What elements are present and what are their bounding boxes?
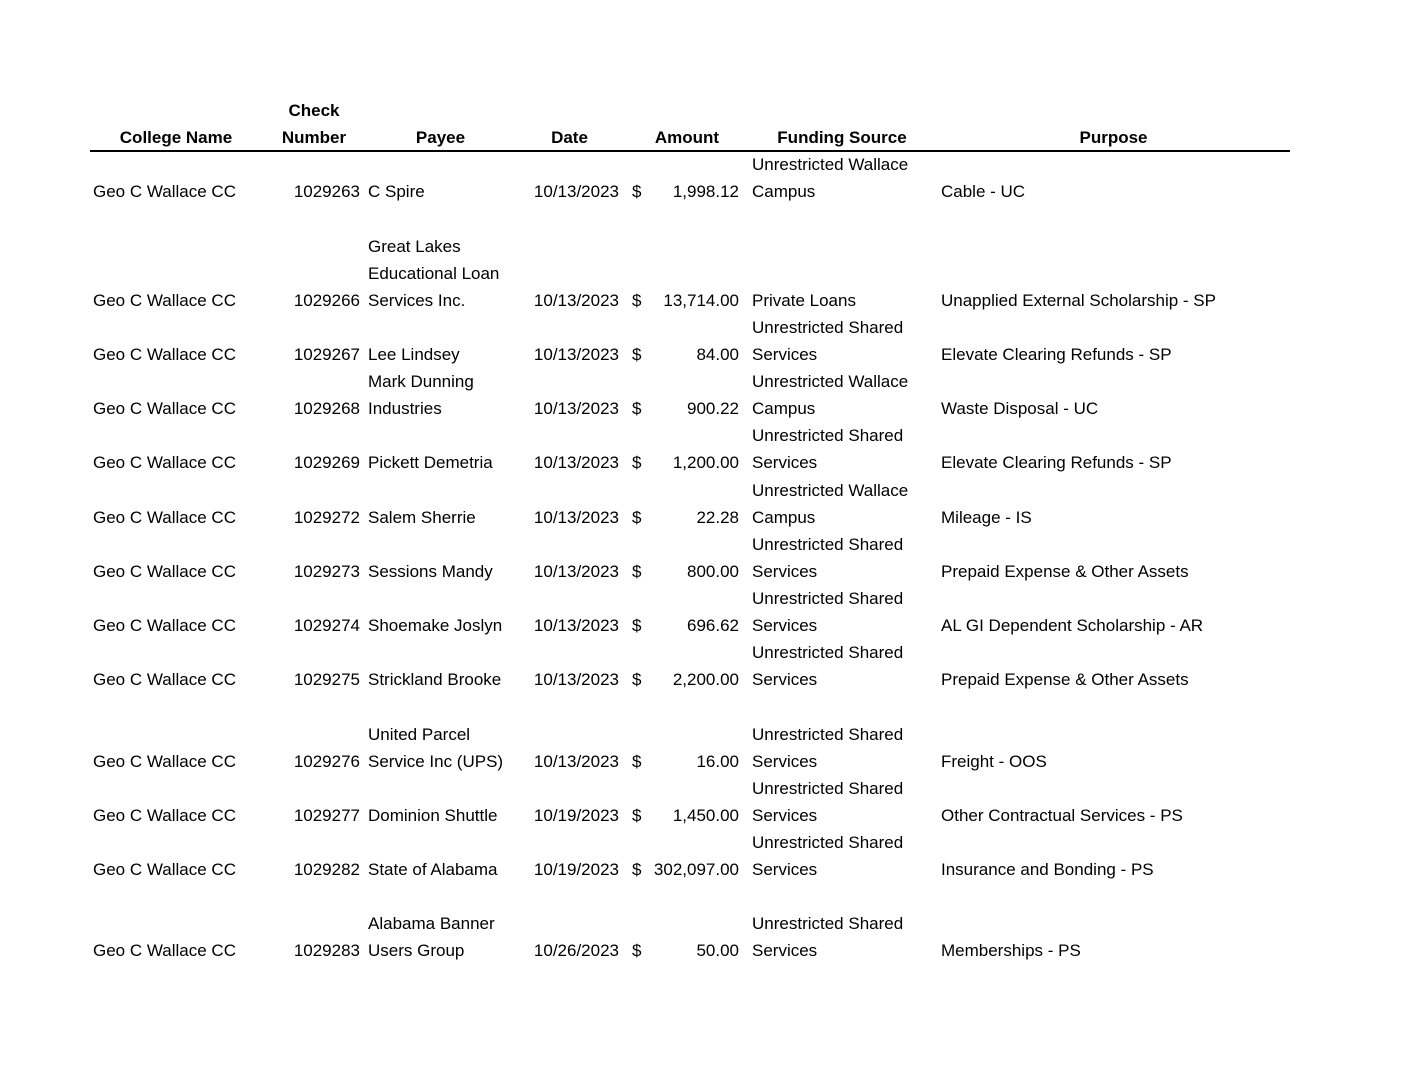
college-name-cell: Geo C Wallace CC bbox=[93, 453, 236, 472]
currency-symbol-cell: $ bbox=[632, 941, 642, 960]
purpose-cell: Prepaid Expense & Other Assets bbox=[941, 562, 1189, 581]
amount-cell: 2,200.00 bbox=[672, 670, 739, 689]
date-cell: 10/13/2023 bbox=[533, 508, 619, 527]
header-date: Date bbox=[551, 128, 588, 147]
college-name-cell: Geo C Wallace CC bbox=[93, 562, 236, 581]
currency-symbol-cell: $ bbox=[632, 453, 642, 472]
check-number-cell: 1029277 bbox=[293, 806, 360, 825]
funding-source-cell: Private Loans bbox=[752, 291, 856, 310]
college-name-cell: Geo C Wallace CC bbox=[93, 860, 236, 879]
payee-cell: Educational Loan bbox=[368, 264, 500, 283]
college-name-cell: Geo C Wallace CC bbox=[93, 508, 236, 527]
check-number-cell: 1029272 bbox=[293, 508, 360, 527]
date-cell: 10/26/2023 bbox=[533, 941, 619, 960]
amount-cell: 84.00 bbox=[696, 345, 739, 364]
funding-source-cell: Campus bbox=[752, 508, 816, 527]
currency-symbol-cell: $ bbox=[632, 752, 642, 771]
currency-symbol-cell: $ bbox=[632, 399, 642, 418]
amount-cell: 302,097.00 bbox=[653, 860, 739, 879]
payee-cell: Strickland Brooke bbox=[368, 670, 502, 689]
college-name-cell: Geo C Wallace CC bbox=[93, 291, 236, 310]
college-name-cell: Geo C Wallace CC bbox=[93, 941, 236, 960]
college-name-cell: Geo C Wallace CC bbox=[93, 182, 236, 201]
purpose-cell: Insurance and Bonding - PS bbox=[941, 860, 1154, 879]
college-name-cell: Geo C Wallace CC bbox=[93, 670, 236, 689]
payee-cell: Dominion Shuttle bbox=[368, 806, 498, 825]
date-cell: 10/13/2023 bbox=[533, 453, 619, 472]
payee-cell: Pickett Demetria bbox=[368, 453, 493, 472]
payee-cell: Alabama Banner bbox=[368, 914, 495, 933]
check-number-cell: 1029267 bbox=[293, 345, 360, 364]
date-cell: 10/13/2023 bbox=[533, 562, 619, 581]
purpose-cell: Freight - OOS bbox=[941, 752, 1047, 771]
funding-source-cell: Unrestricted Shared bbox=[752, 725, 904, 744]
funding-source-cell: Unrestricted Shared bbox=[752, 426, 904, 445]
funding-source-cell: Unrestricted Shared bbox=[752, 643, 904, 662]
payee-cell: Lee Lindsey bbox=[368, 345, 460, 364]
currency-symbol-cell: $ bbox=[632, 291, 642, 310]
date-cell: 10/13/2023 bbox=[533, 670, 619, 689]
college-name-cell: Geo C Wallace CC bbox=[93, 752, 236, 771]
payee-cell: State of Alabama bbox=[368, 860, 498, 879]
check-number-cell: 1029276 bbox=[293, 752, 360, 771]
funding-source-cell: Unrestricted Shared bbox=[752, 589, 904, 608]
purpose-cell: Elevate Clearing Refunds - SP bbox=[941, 453, 1172, 472]
funding-source-cell: Unrestricted Wallace bbox=[752, 155, 909, 174]
date-cell: 10/19/2023 bbox=[533, 860, 619, 879]
funding-source-cell: Services bbox=[752, 562, 818, 581]
funding-source-cell: Unrestricted Wallace bbox=[752, 372, 909, 391]
funding-source-cell: Unrestricted Shared bbox=[752, 779, 904, 798]
funding-source-cell: Services bbox=[752, 860, 818, 879]
funding-source-cell: Services bbox=[752, 941, 818, 960]
payee-cell: Salem Sherrie bbox=[368, 508, 476, 527]
funding-source-cell: Unrestricted Shared bbox=[752, 914, 904, 933]
college-name-cell: Geo C Wallace CC bbox=[93, 616, 236, 635]
payee-cell: Users Group bbox=[368, 941, 465, 960]
purpose-cell: Other Contractual Services - PS bbox=[941, 806, 1183, 825]
check-number-cell: 1029266 bbox=[293, 291, 360, 310]
header-funding-source: Funding Source bbox=[777, 128, 907, 147]
payee-cell: Services Inc. bbox=[368, 291, 466, 310]
payee-cell: Mark Dunning bbox=[368, 372, 474, 391]
amount-cell: 13,714.00 bbox=[663, 291, 739, 310]
college-name-cell: Geo C Wallace CC bbox=[93, 345, 236, 364]
amount-cell: 1,200.00 bbox=[672, 453, 739, 472]
currency-symbol-cell: $ bbox=[632, 670, 642, 689]
amount-cell: 800.00 bbox=[687, 562, 739, 581]
header-underline bbox=[90, 150, 1290, 152]
date-cell: 10/19/2023 bbox=[533, 806, 619, 825]
check-number-cell: 1029274 bbox=[293, 616, 360, 635]
check-number-cell: 1029275 bbox=[293, 670, 360, 689]
funding-source-cell: Unrestricted Wallace bbox=[752, 481, 909, 500]
check-number-cell: 1029273 bbox=[293, 562, 360, 581]
date-cell: 10/13/2023 bbox=[533, 399, 619, 418]
currency-symbol-cell: $ bbox=[632, 806, 642, 825]
funding-source-cell: Unrestricted Shared bbox=[752, 535, 904, 554]
currency-symbol-cell: $ bbox=[632, 860, 642, 879]
funding-source-cell: Services bbox=[752, 453, 818, 472]
header-check-line1: Check bbox=[288, 101, 340, 120]
date-cell: 10/13/2023 bbox=[533, 345, 619, 364]
check-number-cell: 1029268 bbox=[293, 399, 360, 418]
college-name-cell: Geo C Wallace CC bbox=[93, 806, 236, 825]
currency-symbol-cell: $ bbox=[632, 562, 642, 581]
funding-source-cell: Unrestricted Shared bbox=[752, 833, 904, 852]
header-amount: Amount bbox=[654, 128, 720, 147]
payee-cell: United Parcel bbox=[368, 725, 471, 744]
payee-cell: Sessions Mandy bbox=[368, 562, 493, 581]
funding-source-cell: Services bbox=[752, 670, 818, 689]
purpose-cell: Prepaid Expense & Other Assets bbox=[941, 670, 1189, 689]
amount-cell: 696.62 bbox=[687, 616, 739, 635]
currency-symbol-cell: $ bbox=[632, 616, 642, 635]
check-number-cell: 1029282 bbox=[293, 860, 360, 879]
currency-symbol-cell: $ bbox=[632, 182, 642, 201]
purpose-cell: Memberships - PS bbox=[941, 941, 1081, 960]
payee-cell: Service Inc (UPS) bbox=[368, 752, 504, 771]
date-cell: 10/13/2023 bbox=[533, 291, 619, 310]
funding-source-cell: Unrestricted Shared bbox=[752, 318, 904, 337]
funding-source-cell: Services bbox=[752, 616, 818, 635]
amount-cell: 16.00 bbox=[696, 752, 739, 771]
date-cell: 10/13/2023 bbox=[533, 182, 619, 201]
funding-source-cell: Campus bbox=[752, 182, 816, 201]
check-number-cell: 1029269 bbox=[293, 453, 360, 472]
payee-cell: Great Lakes bbox=[368, 237, 461, 256]
currency-symbol-cell: $ bbox=[632, 508, 642, 527]
payee-cell: Industries bbox=[368, 399, 442, 418]
amount-cell: 50.00 bbox=[696, 941, 739, 960]
payee-cell: C Spire bbox=[368, 182, 425, 201]
amount-cell: 22.28 bbox=[696, 508, 739, 527]
funding-source-cell: Services bbox=[752, 345, 818, 364]
purpose-cell: Mileage - IS bbox=[941, 508, 1032, 527]
purpose-cell: Cable - UC bbox=[941, 182, 1026, 201]
header-check-line2: Number bbox=[281, 128, 347, 147]
check-number-cell: 1029263 bbox=[293, 182, 360, 201]
header-payee: Payee bbox=[415, 128, 466, 147]
purpose-cell: Waste Disposal - UC bbox=[941, 399, 1099, 418]
college-name-cell: Geo C Wallace CC bbox=[93, 399, 236, 418]
header-purpose: Purpose bbox=[1079, 128, 1148, 147]
check-number-cell: 1029283 bbox=[293, 941, 360, 960]
amount-cell: 900.22 bbox=[687, 399, 739, 418]
header-college-name: College Name bbox=[119, 128, 233, 147]
payee-cell: Shoemake Joslyn bbox=[368, 616, 503, 635]
funding-source-cell: Services bbox=[752, 752, 818, 771]
purpose-cell: AL GI Dependent Scholarship - AR bbox=[941, 616, 1204, 635]
amount-cell: 1,450.00 bbox=[672, 806, 739, 825]
funding-source-cell: Campus bbox=[752, 399, 816, 418]
funding-source-cell: Services bbox=[752, 806, 818, 825]
purpose-cell: Unapplied External Scholarship - SP bbox=[941, 291, 1216, 310]
currency-symbol-cell: $ bbox=[632, 345, 642, 364]
date-cell: 10/13/2023 bbox=[533, 752, 619, 771]
amount-cell: 1,998.12 bbox=[672, 182, 739, 201]
date-cell: 10/13/2023 bbox=[533, 616, 619, 635]
purpose-cell: Elevate Clearing Refunds - SP bbox=[941, 345, 1172, 364]
